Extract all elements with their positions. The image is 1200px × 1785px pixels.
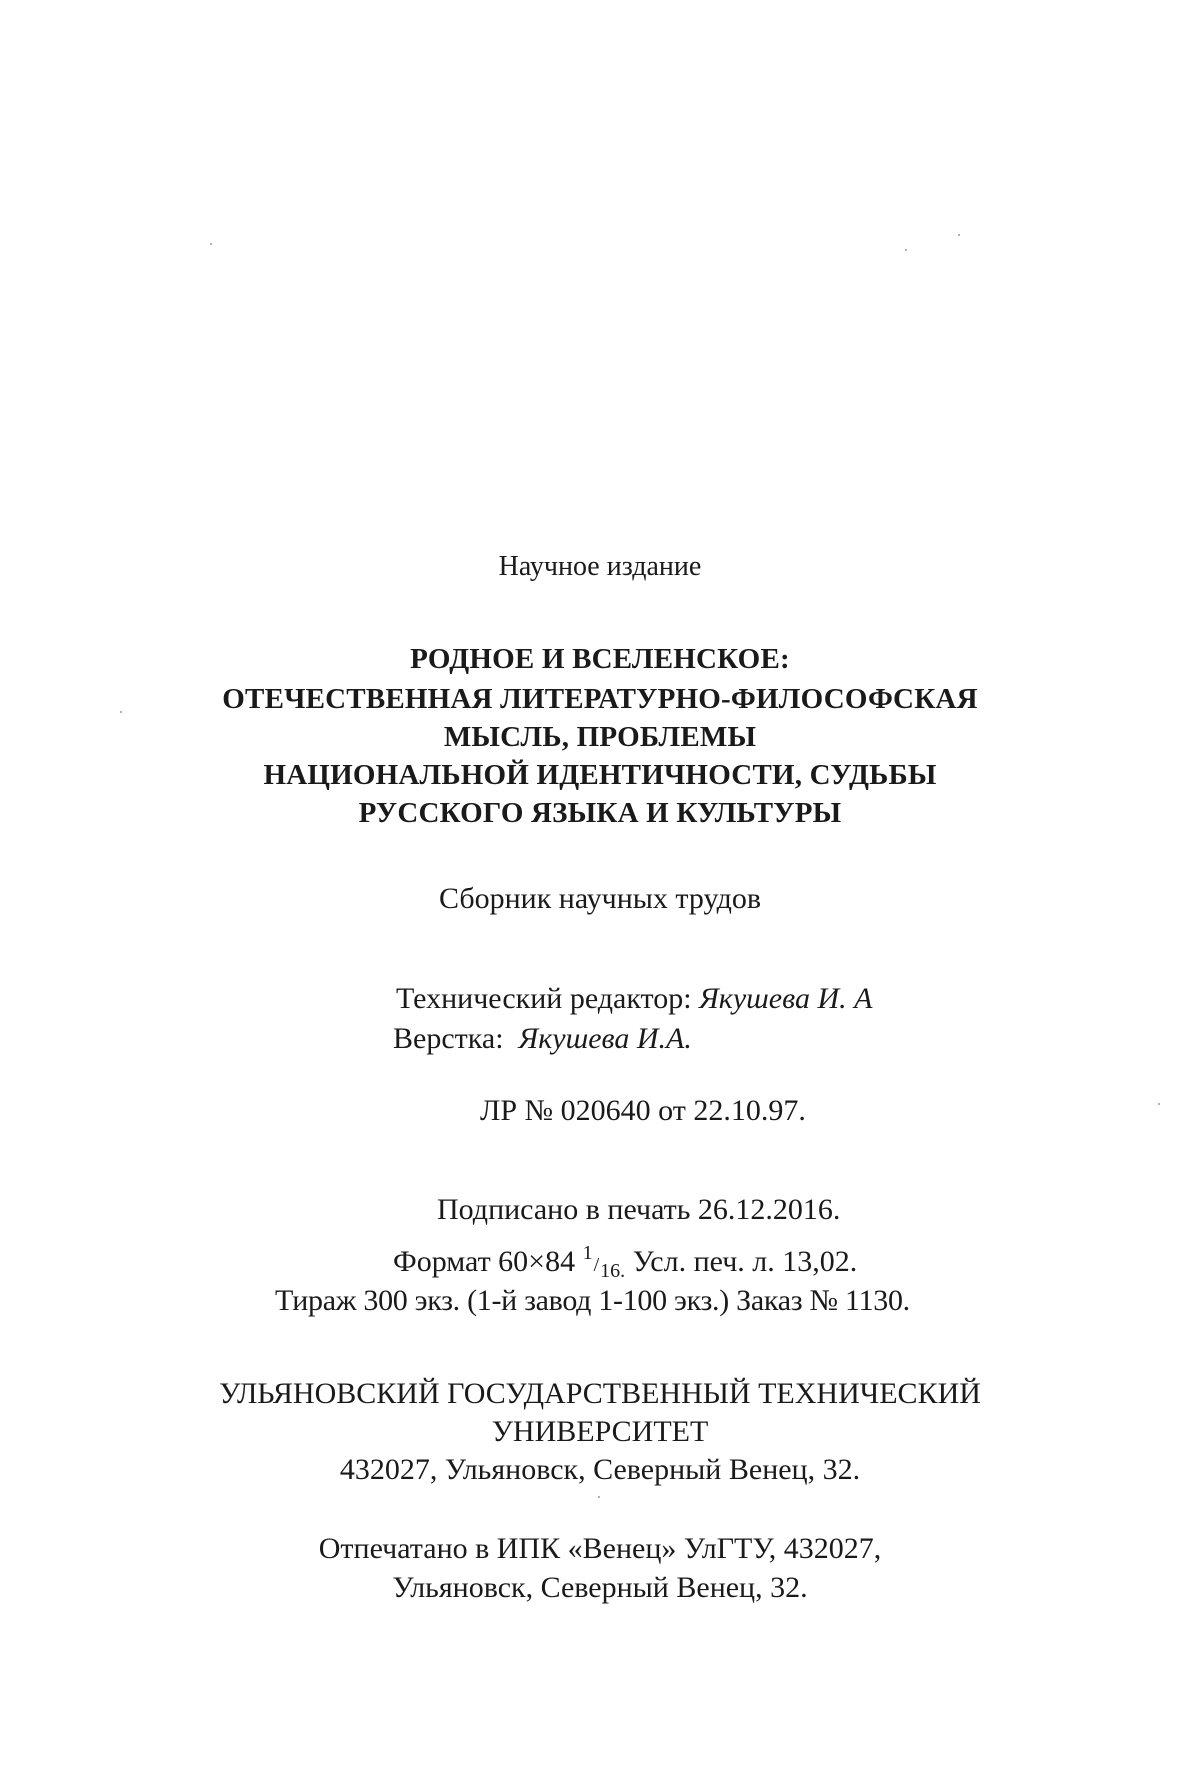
format-suffix: Усл. печ. л. 13,02.	[632, 1245, 858, 1278]
license-line: ЛР № 020640 от 22.10.97.	[480, 1094, 806, 1127]
tech-editor-line	[396, 984, 872, 1014]
signed-line: Подписано в печать 26.12.2016.	[437, 1193, 841, 1226]
circulation-line: Тираж 300 экз. (1-й завод 1-100 экз.) Заказ № 1130.	[275, 1284, 910, 1317]
scan-speck	[598, 1496, 600, 1498]
format-fraction-denominator: 16.	[600, 1260, 626, 1282]
layout-line	[393, 1024, 692, 1054]
title-line-5: РУССКОГО ЯЗЫКА И КУЛЬТУРЫ	[358, 797, 842, 829]
scan-speck	[905, 249, 907, 251]
layout-name: Якушева И.А.	[518, 1022, 692, 1055]
university-address: 432027, Ульяновск, Северный Венец, 32.	[339, 1453, 861, 1486]
scan-speck	[1158, 1103, 1160, 1105]
printed-line-2: Ульяновск, Северный Венец, 32.	[392, 1571, 808, 1604]
title-line-4: НАЦИОНАЛЬНОЙ ИДЕНТИЧНОСТИ, СУДЬБЫ	[263, 759, 937, 791]
tech-editor-name: Якушева И. А	[699, 982, 873, 1015]
title-line-1: РОДНОЕ И ВСЕЛЕНСКОЕ:	[410, 643, 790, 675]
scan-speck	[958, 234, 960, 236]
title-line-3: МЫСЛЬ, ПРОБЛЕМЫ	[443, 721, 757, 753]
university-line-2: УНИВЕРСИТЕТ	[491, 1415, 709, 1448]
university-line-1: УЛЬЯНОВСКИЙ ГОСУДАРСТВЕННЫЙ ТЕХНИЧЕСКИЙ	[219, 1377, 981, 1410]
format-fraction-numerator: 1	[582, 1242, 593, 1264]
title-line-2: ОТЕЧЕСТВЕННАЯ ЛИТЕРАТУРНО-ФИЛОСОФСКАЯ	[222, 683, 978, 715]
edition-type: Научное издание	[498, 551, 702, 582]
scan-speck	[210, 243, 212, 245]
subtitle: Сборник научных трудов	[438, 882, 762, 915]
format-fraction: 1/16.	[582, 1242, 626, 1282]
tech-editor-label: Технический редактор:	[396, 982, 692, 1015]
format-line	[393, 1242, 858, 1282]
printed-line-1: Отпечатано в ИПК «Венец» УлГТУ, 432027,	[318, 1532, 882, 1565]
format-prefix: Формат 60×84	[393, 1245, 576, 1278]
layout-label: Верстка:	[393, 1022, 504, 1055]
